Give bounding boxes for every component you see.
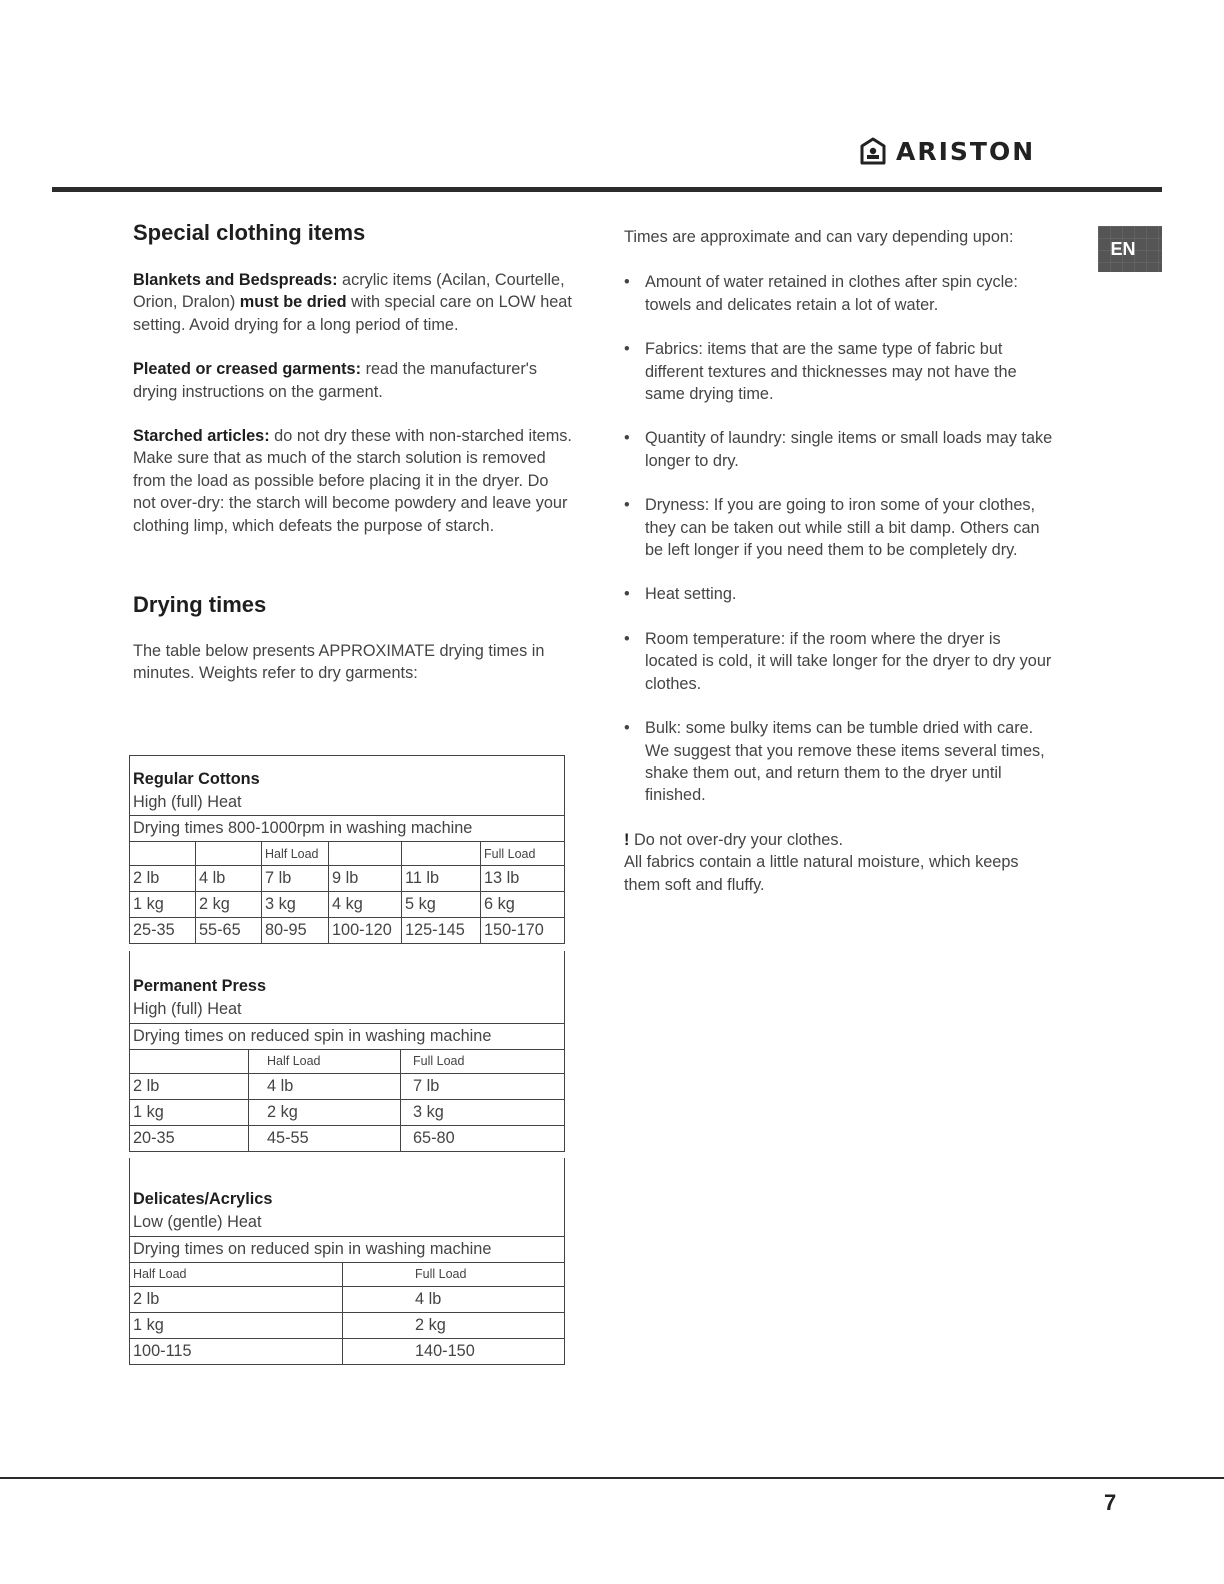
table-row <box>130 1338 565 1364</box>
full-load-label: Full Load <box>343 1262 565 1286</box>
weight-lb-cell: 4 lb <box>196 866 262 892</box>
weight-kg-cell: 2 kg <box>249 1099 401 1125</box>
half-load-label: Half Load <box>130 1262 343 1286</box>
text-pleated: read the manufacturer's drying instructions on the garment. <box>133 360 538 401</box>
time-cell: 100-120 <box>329 918 402 944</box>
paragraph-starched <box>133 425 573 537</box>
emphasis-must-be-dried: must be dried <box>239 293 347 312</box>
table-regular-cottons <box>129 755 565 944</box>
table-delicates <box>129 1158 565 1365</box>
heat-setting: Low (gentle) Heat <box>130 1210 565 1236</box>
right-column <box>624 226 1054 896</box>
table-row <box>130 1312 565 1338</box>
warning-icon: ! <box>624 830 630 849</box>
table-cell <box>402 842 481 866</box>
weight-kg-cell: 4 kg <box>329 892 402 918</box>
table-cell <box>196 842 262 866</box>
table-title: Regular Cottons <box>130 756 565 790</box>
list-item: • Heat setting. <box>624 583 1054 605</box>
text-blankets-1: acrylic items (Acilan, Courtelle, Orion, Dralon) <box>133 271 565 312</box>
term-starched: Starched articles: <box>133 427 270 446</box>
table-row <box>130 918 565 944</box>
weight-lb-cell: 7 lb <box>401 1073 565 1099</box>
table-row <box>130 1073 565 1099</box>
time-cell: 80-95 <box>262 918 329 944</box>
time-cell: 65-80 <box>401 1125 565 1151</box>
weight-kg-cell: 1 kg <box>130 1312 343 1338</box>
table-row <box>130 1099 565 1125</box>
full-load-label: Full Load <box>401 1049 565 1073</box>
spin-note: Drying times on reduced spin in washing machine <box>130 1236 565 1262</box>
brand-name: ARISTON <box>896 136 1036 166</box>
list-item: • Bulk: some bulky items can be tumble dried with care. We suggest that you remove these items several times, shake them out, and return them to the dryer until finished. <box>624 717 1054 807</box>
table-permanent-press <box>129 951 565 1152</box>
list-item: • Dryness: If you are going to iron some of your clothes, they can be taken out while still a bit damp. Others can be left longer if you need them to be completely dry. <box>624 494 1054 561</box>
drying-intro: The table below presents APPROXIMATE drying times in minutes. Weights refer to dry garments: <box>133 642 545 683</box>
time-cell: 55-65 <box>196 918 262 944</box>
weight-lb-cell: 2 lb <box>130 866 196 892</box>
footer-divider <box>0 1477 1224 1479</box>
table-cell <box>130 1049 249 1073</box>
weight-kg-cell: 5 kg <box>402 892 481 918</box>
time-cell: 150-170 <box>481 918 565 944</box>
warning-detail: All fabrics contain a little natural moisture, which keeps them soft and fluffy. <box>624 853 1019 894</box>
spin-note: Drying times 800-1000rpm in washing machine <box>130 816 565 842</box>
time-cell: 20-35 <box>130 1125 249 1151</box>
weight-kg-cell: 3 kg <box>401 1099 565 1125</box>
section-title-special: Special clothing items <box>133 220 366 245</box>
spin-note: Drying times on reduced spin in washing machine <box>130 1023 565 1049</box>
weight-lb-cell: 13 lb <box>481 866 565 892</box>
language-badge: EN <box>1098 226 1162 272</box>
variation-intro: Times are approximate and can vary depending upon: <box>624 228 1014 246</box>
page-number: 7 <box>1104 1490 1117 1515</box>
text-blankets-2: with special care on LOW heat setting. Avoid drying for a long period of time. <box>133 293 572 334</box>
list-item: • Room temperature: if the room where the dryer is located is cold, it will take longer for the dryer to dry your clothes. <box>624 628 1054 695</box>
left-column <box>133 220 573 700</box>
table-cell <box>329 842 402 866</box>
weight-lb-cell: 2 lb <box>130 1073 249 1099</box>
table-cell <box>130 842 196 866</box>
paragraph-pleated <box>133 358 573 403</box>
time-cell: 140-150 <box>343 1338 565 1364</box>
weight-lb-cell: 4 lb <box>249 1073 401 1099</box>
warning-line-1: Do not over-dry your clothes. <box>629 830 843 849</box>
section-title-drying: Drying times <box>133 592 267 618</box>
header-divider <box>52 187 1162 192</box>
weight-kg-cell: 1 kg <box>130 892 196 918</box>
table-row <box>130 1125 565 1151</box>
weight-lb-cell: 2 lb <box>130 1286 343 1312</box>
table-row <box>130 892 565 918</box>
list-item: • Amount of water retained in clothes after spin cycle: towels and delicates retain a lot of water. <box>624 271 1054 316</box>
half-load-label: Half Load <box>262 842 329 866</box>
list-item: • Quantity of laundry: single items or small loads may take longer to dry. <box>624 427 1054 472</box>
variation-factors-list <box>624 271 1054 806</box>
half-load-label: Half Load <box>249 1049 401 1073</box>
term-pleated: Pleated or creased garments: <box>133 360 362 379</box>
time-cell: 45-55 <box>249 1125 401 1151</box>
weight-lb-cell: 4 lb <box>343 1286 565 1312</box>
table-row <box>130 1286 565 1312</box>
time-cell: 25-35 <box>130 918 196 944</box>
weight-kg-cell: 2 kg <box>196 892 262 918</box>
heat-setting: High (full) Heat <box>130 997 565 1023</box>
weight-kg-cell: 3 kg <box>262 892 329 918</box>
text-starched: do not dry these with non-starched items. Make sure that as much of the starch solution is removed from the load as possible before placing it in the dryer. Do not over-dry: the starch will become powdery and leave your clothing limp, which defeats the purpose of starch. <box>133 427 572 535</box>
full-load-label: Full Load <box>481 842 565 866</box>
paragraph-blankets <box>133 269 573 336</box>
weight-lb-cell: 9 lb <box>329 866 402 892</box>
time-cell: 125-145 <box>402 918 481 944</box>
weight-lb-cell: 11 lb <box>402 866 481 892</box>
weight-lb-cell: 7 lb <box>262 866 329 892</box>
table-title: Delicates/Acrylics <box>130 1158 565 1210</box>
weight-kg-cell: 2 kg <box>343 1312 565 1338</box>
weight-kg-cell: 6 kg <box>481 892 565 918</box>
warning-note <box>624 829 1054 851</box>
table-row <box>130 866 565 892</box>
brand-logo <box>860 136 1035 166</box>
time-cell: 100-115 <box>130 1338 343 1364</box>
table-title: Permanent Press <box>130 951 565 997</box>
house-logo-icon <box>860 137 886 165</box>
heat-setting: High (full) Heat <box>130 790 565 816</box>
weight-kg-cell: 1 kg <box>130 1099 249 1125</box>
term-blankets: Blankets and Bedspreads: <box>133 271 338 289</box>
list-item: • Fabrics: items that are the same type of fabric but different textures and thicknesses may not have the same drying time. <box>624 338 1054 405</box>
